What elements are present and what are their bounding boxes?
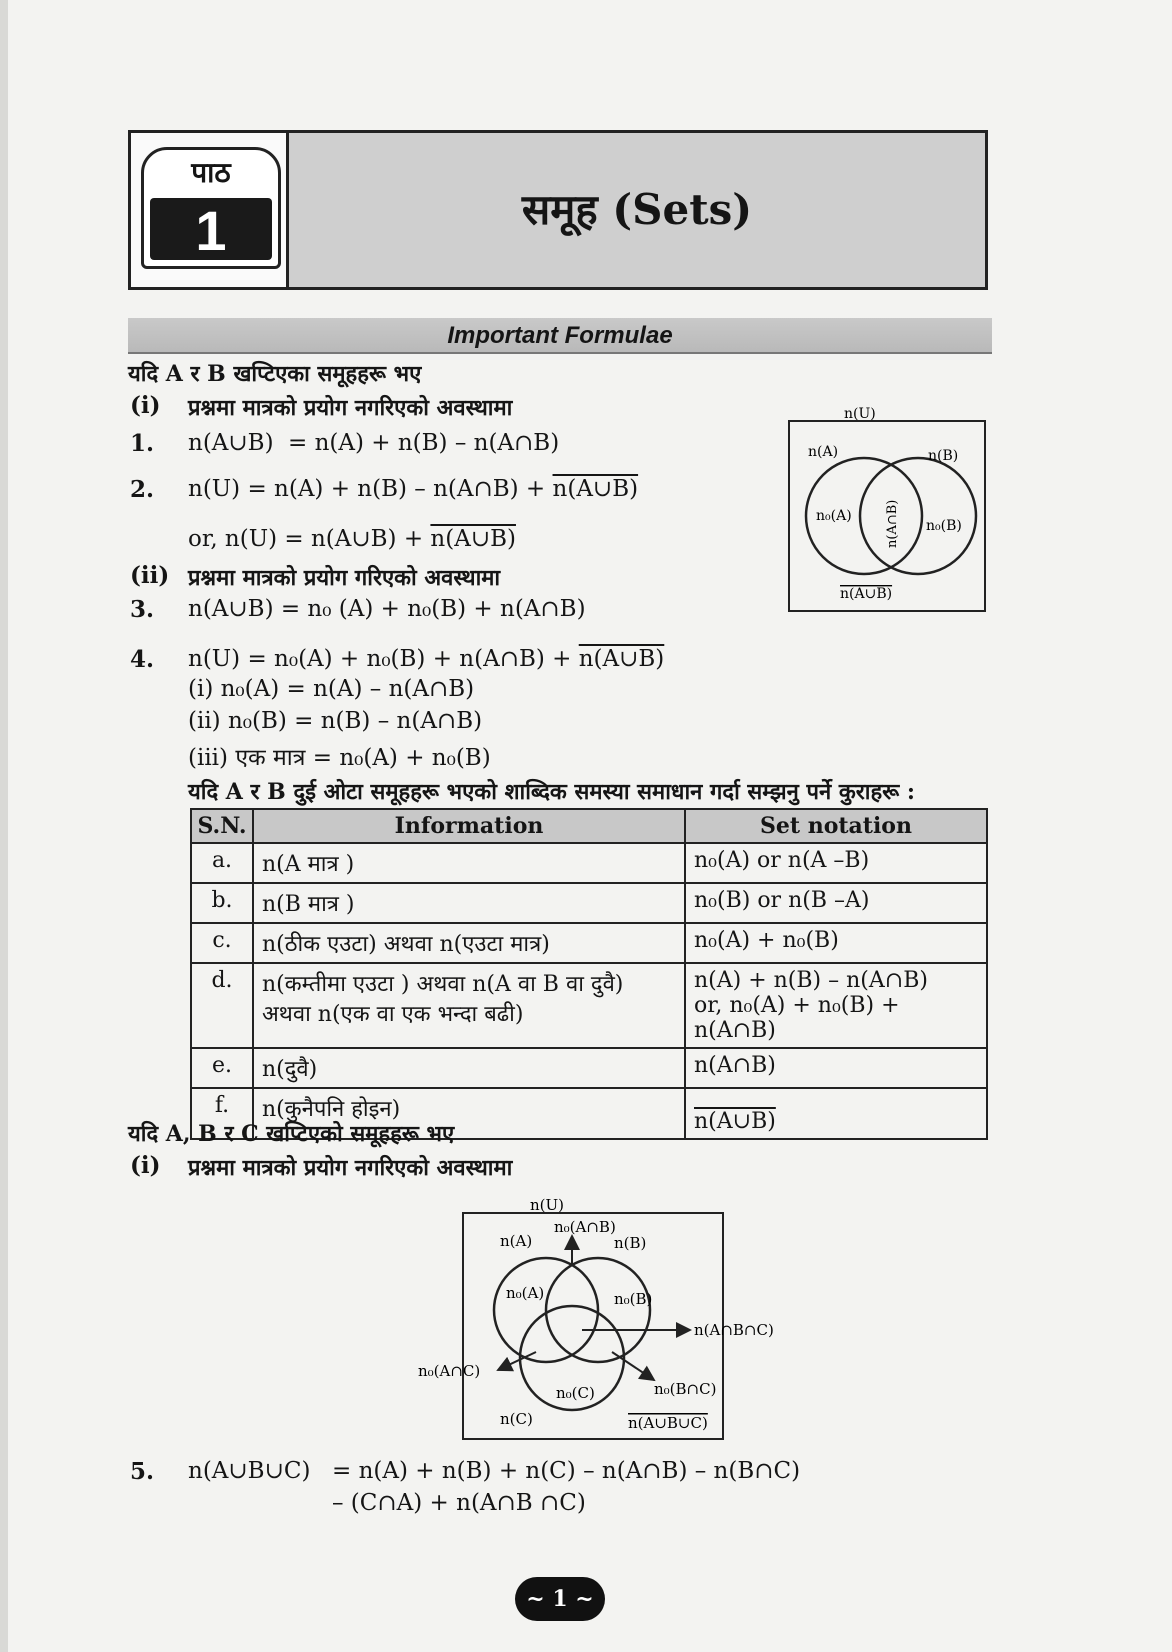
- venn2-label-c-only: n₀(C): [556, 1384, 595, 1402]
- formula-4-text: n(U) = n₀(A) + n₀(B) + n(A∩B) +: [188, 646, 579, 672]
- formula-2: [188, 476, 638, 502]
- row-sn: a.: [191, 843, 253, 883]
- row-sn: d.: [191, 963, 253, 1048]
- formula-4: [188, 646, 664, 672]
- lesson-label: पाठ: [191, 156, 231, 189]
- formula-5-number: 5.: [130, 1458, 155, 1485]
- case-i-abc-text: प्रश्नमा मात्रको प्रयोग नगरिएको अवस्थामा: [188, 1155, 513, 1181]
- venn1-label-b: n(B): [928, 448, 959, 464]
- table-row: [191, 843, 987, 883]
- chapter-title: समूह (Sets): [521, 185, 753, 234]
- formula-2-text: n(U) = n(A) + n(B) – n(A∩B) +: [188, 476, 553, 502]
- word-problem-heading: यदि A र B दुई ओटा समूहहरू भएको शाब्दिक समस्या समाधान गर्दा सम्झनु पर्ने कुराहरू :: [188, 779, 916, 805]
- venn1-label-b-only: n₀(B): [926, 518, 962, 534]
- row-info: n(B मात्र ): [253, 883, 685, 923]
- case-ii-text: प्रश्नमा मात्रको प्रयोग गरिएको अवस्थामा: [188, 565, 501, 591]
- case-ii-marker: (ii): [130, 562, 170, 589]
- formula-1-lhs: n(A∪B): [188, 430, 274, 456]
- lesson-number: 1: [150, 198, 272, 260]
- venn1-label-a: n(A): [808, 444, 839, 460]
- formula-1-number: 1.: [130, 430, 155, 457]
- row-set: [685, 963, 987, 1048]
- venn2-label-none: n(A∪B∪C): [628, 1414, 708, 1432]
- case-i-text: प्रश्नमा मात्रको प्रयोग नगरिएको अवस्थामा: [188, 395, 513, 421]
- row-info-line-1: n(कम्तीमा एउटा ) अथवा n(A वा B वा दुवै): [262, 972, 624, 997]
- formula-5-rhs-1: = n(A) + n(B) + n(C) – n(A∩B) – n(B∩C): [332, 1458, 801, 1484]
- formula-3-number: 3.: [130, 596, 155, 623]
- venn1-label-a-only: n₀(A): [816, 508, 852, 524]
- row-sn: e.: [191, 1048, 253, 1088]
- venn2-label-ac-only: n₀(A∩C): [418, 1362, 481, 1380]
- case-i-marker: (i): [130, 392, 161, 419]
- formula-2b: [188, 526, 516, 552]
- formula-2-number: 2.: [130, 476, 155, 503]
- venn2-label-a: n(A): [500, 1232, 533, 1250]
- formula-4-overline: n(A∪B): [578, 646, 665, 672]
- row-set-line-1: n(A) + n(B) – n(A∩B): [694, 968, 928, 993]
- lesson-badge: [141, 147, 281, 269]
- lesson-badge-area: [131, 133, 289, 287]
- chapter-header: [128, 130, 988, 290]
- formula-4-sub-2: (ii) n₀(B) = n(B) – n(A∩B): [188, 708, 483, 734]
- word-problem-table: [190, 808, 988, 1140]
- venn1-label-ab: n(A∩B): [885, 499, 900, 548]
- formula-2b-text: or, n(U) = n(A∪B) +: [188, 526, 431, 552]
- row-set: n₀(A) + n₀(B): [685, 923, 987, 963]
- row-info: n(कुनैपनि होइन): [253, 1088, 685, 1139]
- page-edge: [0, 0, 8, 1652]
- circle-b: [860, 458, 976, 574]
- intro-ab: यदि A र B खप्टिएका समूहहरू भए: [128, 361, 422, 387]
- page-number: ~ 1 ~: [515, 1577, 605, 1621]
- venn2-label-a-only: n₀(A): [506, 1284, 545, 1302]
- table-row: [191, 883, 987, 923]
- row-info: [253, 963, 685, 1048]
- header-information: Information: [253, 809, 685, 843]
- venn2-label-abc: n(A∩B∩C): [694, 1321, 774, 1339]
- venn2-label-ab-only: n₀(A∩B): [554, 1218, 616, 1236]
- venn1-label-u: n(U): [844, 406, 876, 422]
- header-sn: S.N.: [191, 809, 253, 843]
- formula-2-overline: n(A∪B): [552, 476, 639, 502]
- formula-1-rhs: = n(A) + n(B) – n(A∩B): [288, 430, 560, 456]
- formula-4-sub-1: (i) n₀(A) = n(A) – n(A∩B): [188, 676, 475, 702]
- row-sn: c.: [191, 923, 253, 963]
- row-set: n₀(B) or n(B –A): [685, 883, 987, 923]
- row-set: n₀(A) or n(A –B): [685, 843, 987, 883]
- formula-5-rhs-2: – (C∩A) + n(A∩B ∩C): [332, 1490, 586, 1516]
- venn1-label-none: n(A∪B): [840, 586, 893, 602]
- header-set-notation: Set notation: [685, 809, 987, 843]
- row-set-line-2: or, n₀(A) + n₀(B) + n(A∩B): [694, 993, 900, 1043]
- row-info-line-2: अथवा n(एक वा एक भन्दा बढी): [262, 1002, 524, 1027]
- row-set: [685, 1088, 987, 1139]
- venn-diagram-three-sets: [418, 1196, 774, 1440]
- table-header-row: [191, 809, 987, 843]
- formula-4-number: 4.: [130, 646, 155, 673]
- formula-5-lhs: n(A∪B∪C): [188, 1458, 311, 1484]
- row-set-overline: n(A∪B): [694, 1109, 776, 1134]
- venn2-label-b-only: n₀(B): [614, 1290, 653, 1308]
- venn2-label-bc-only: n₀(B∩C): [654, 1380, 717, 1398]
- venn2-label-b: n(B): [614, 1234, 647, 1252]
- row-info: n(ठीक एउटा) अथवा n(एउटा मात्र): [253, 923, 685, 963]
- table-row: [191, 923, 987, 963]
- table-row: [191, 963, 987, 1048]
- formula-4-sub-3: (iii) एक मात्र = n₀(A) + n₀(B): [188, 745, 491, 771]
- section-band: Important Formulae: [128, 318, 992, 354]
- venn2-label-c: n(C): [500, 1410, 533, 1428]
- row-sn: b.: [191, 883, 253, 923]
- venn-diagram-two-sets: [788, 406, 986, 612]
- arrow-ac-only: [498, 1352, 536, 1370]
- row-set: n(A∩B): [685, 1048, 987, 1088]
- venn2-label-u: n(U): [530, 1196, 565, 1214]
- case-i-abc-marker: (i): [130, 1152, 161, 1179]
- table-row: [191, 1048, 987, 1088]
- arrow-bc-only: [612, 1352, 654, 1380]
- formula-3: n(A∪B) = n₀ (A) + n₀(B) + n(A∩B): [188, 596, 586, 622]
- row-info: n(A मात्र ): [253, 843, 685, 883]
- formula-2b-overline: n(A∪B): [430, 526, 516, 552]
- row-sn: f.: [191, 1088, 253, 1139]
- row-info: n(दुवै): [253, 1048, 685, 1088]
- intro-abc: यदि A, B र C खप्टिएको समूहहरू भए: [128, 1121, 455, 1147]
